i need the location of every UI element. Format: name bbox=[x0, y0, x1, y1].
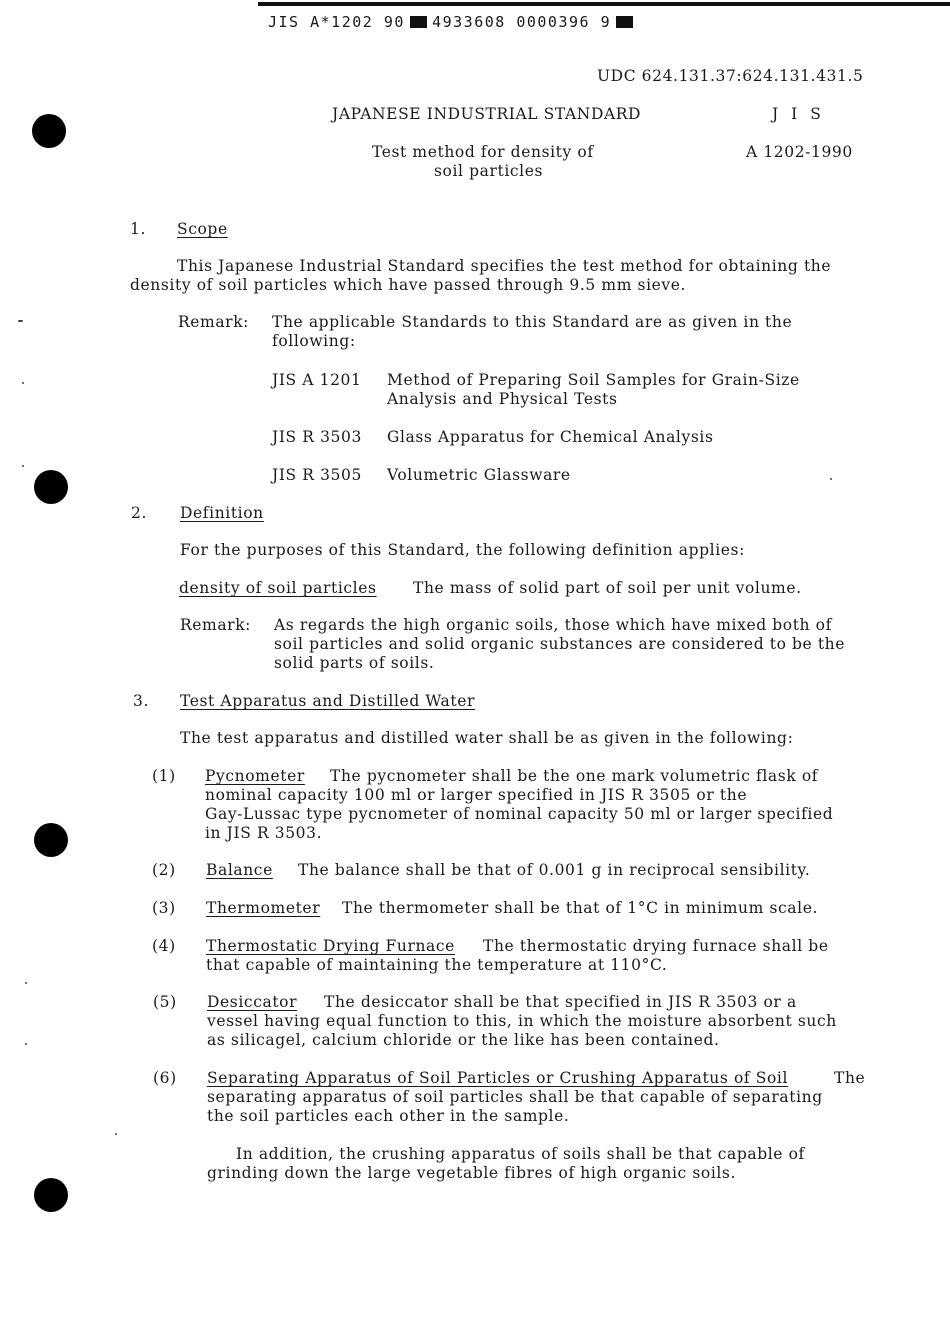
definition-remark-label: Remark: bbox=[180, 616, 252, 634]
item-text: The bbox=[834, 1069, 866, 1087]
definition-remark-line-1: As regards the high organic soils, those which have mixed both of bbox=[274, 616, 832, 634]
ref-code: JIS R 3505 bbox=[272, 466, 362, 484]
title-line-1: Test method for density of bbox=[372, 143, 594, 161]
scan-speck bbox=[22, 382, 24, 384]
defined-term: density of soil particles bbox=[179, 579, 377, 597]
item-term: Separating Apparatus of Soil Particles or Crushing Apparatus of Soil bbox=[207, 1069, 789, 1087]
item-text: in JIS R 3503. bbox=[205, 824, 323, 842]
definition-remark-line-2: soil particles and solid organic substances are considered to be the bbox=[274, 635, 846, 653]
item-number: (5) bbox=[153, 993, 177, 1011]
definition-remark-line-3: solid parts of soils. bbox=[274, 654, 435, 672]
section-1-title: Scope bbox=[177, 220, 228, 238]
barcode-block bbox=[616, 16, 633, 28]
ref-title-line-2: Analysis and Physical Tests bbox=[387, 390, 618, 408]
item-text: separating apparatus of soil particles shall be that capable of separating bbox=[207, 1088, 823, 1106]
jis-mark: J I S bbox=[772, 105, 825, 123]
ref-title-line-1: Volumetric Glassware bbox=[387, 466, 571, 484]
section-1-number: 1. bbox=[130, 220, 146, 238]
scope-remark-line-2: following: bbox=[272, 332, 356, 350]
item-text: nominal capacity 100 ml or larger specified in JIS R 3505 or the bbox=[205, 786, 748, 804]
scan-speck bbox=[18, 320, 23, 322]
section-3-title: Test Apparatus and Distilled Water bbox=[180, 692, 476, 710]
scan-top-bar bbox=[258, 2, 950, 6]
barcode-line bbox=[268, 12, 633, 31]
item-number: (6) bbox=[153, 1069, 177, 1087]
item-term: Desiccator bbox=[207, 993, 298, 1011]
item-text: Gay-Lussac type pycnometer of nominal capacity 50 ml or larger specified bbox=[205, 805, 834, 823]
item-text: The balance shall be that of 0.001 g in reciprocal sensibility. bbox=[298, 861, 811, 879]
item-number: (3) bbox=[152, 899, 176, 917]
section-2-number: 2. bbox=[131, 504, 147, 522]
defined-term-definition: The mass of solid part of soil per unit volume. bbox=[413, 579, 802, 597]
scope-para-line-1: This Japanese Industrial Standard specifies the test method for obtaining the bbox=[177, 257, 832, 275]
item-number: (4) bbox=[152, 937, 176, 955]
item-text: The desiccator shall be that specified in JIS R 3503 or a bbox=[324, 993, 797, 1011]
standard-number: A 1202-1990 bbox=[746, 143, 853, 161]
udc-number: UDC 624.131.37:624.131.431.5 bbox=[597, 67, 864, 85]
item-text: vessel having equal function to this, in which the moisture absorbent such bbox=[207, 1012, 837, 1030]
scope-remark-line-1: The applicable Standards to this Standard are as given in the bbox=[272, 313, 793, 331]
item-number: (1) bbox=[152, 767, 176, 785]
item-text: grinding down the large vegetable fibres of high organic soils. bbox=[207, 1164, 737, 1182]
ref-code: JIS R 3503 bbox=[272, 428, 362, 446]
ref-title-line-1: Glass Apparatus for Chemical Analysis bbox=[387, 428, 714, 446]
title-line-2: soil particles bbox=[434, 162, 544, 180]
item-text: The thermostatic drying furnace shall be bbox=[483, 937, 829, 955]
ref-code: JIS A 1201 bbox=[272, 371, 362, 389]
item-text: The thermometer shall be that of 1°C in minimum scale. bbox=[342, 899, 818, 917]
binder-hole bbox=[34, 1178, 68, 1212]
standard-name: JAPANESE INDUSTRIAL STANDARD bbox=[332, 105, 642, 123]
scan-speck bbox=[25, 982, 27, 984]
apparatus-para: The test apparatus and distilled water shall be as given in the following: bbox=[180, 729, 794, 747]
definition-para: For the purposes of this Standard, the following definition applies: bbox=[180, 541, 745, 559]
item-text: the soil particles each other in the sample. bbox=[207, 1107, 570, 1125]
item-term: Balance bbox=[206, 861, 273, 879]
item-term: Pycnometer bbox=[205, 767, 305, 785]
scan-speck bbox=[22, 465, 24, 467]
section-2-title: Definition bbox=[180, 504, 264, 522]
scope-para-line-2: density of soil particles which have passed through 9.5 mm sieve. bbox=[130, 276, 687, 294]
barcode-part-b: 4933608 0000396 9 bbox=[432, 13, 612, 31]
binder-hole bbox=[34, 823, 68, 857]
scope-remark-label: Remark: bbox=[178, 313, 250, 331]
item-text: as silicagel, calcium chloride or the like has been contained. bbox=[207, 1031, 720, 1049]
item-term: Thermometer bbox=[206, 899, 321, 917]
binder-hole bbox=[32, 114, 66, 148]
item-term: Thermostatic Drying Furnace bbox=[206, 937, 455, 955]
item-number: (2) bbox=[152, 861, 176, 879]
barcode-block bbox=[410, 16, 427, 28]
item-text: that capable of maintaining the temperature at 110°C. bbox=[206, 956, 668, 974]
item-text: In addition, the crushing apparatus of soils shall be that capable of bbox=[236, 1145, 805, 1163]
scan-speck bbox=[830, 478, 832, 480]
binder-hole bbox=[34, 470, 68, 504]
barcode-part-a: JIS A*1202 90 bbox=[268, 13, 405, 31]
scan-speck bbox=[115, 1133, 117, 1135]
scan-speck bbox=[25, 1043, 27, 1045]
item-text: The pycnometer shall be the one mark volumetric flask of bbox=[330, 767, 819, 785]
ref-title-line-1: Method of Preparing Soil Samples for Grain-Size bbox=[387, 371, 800, 389]
section-3-number: 3. bbox=[133, 692, 149, 710]
